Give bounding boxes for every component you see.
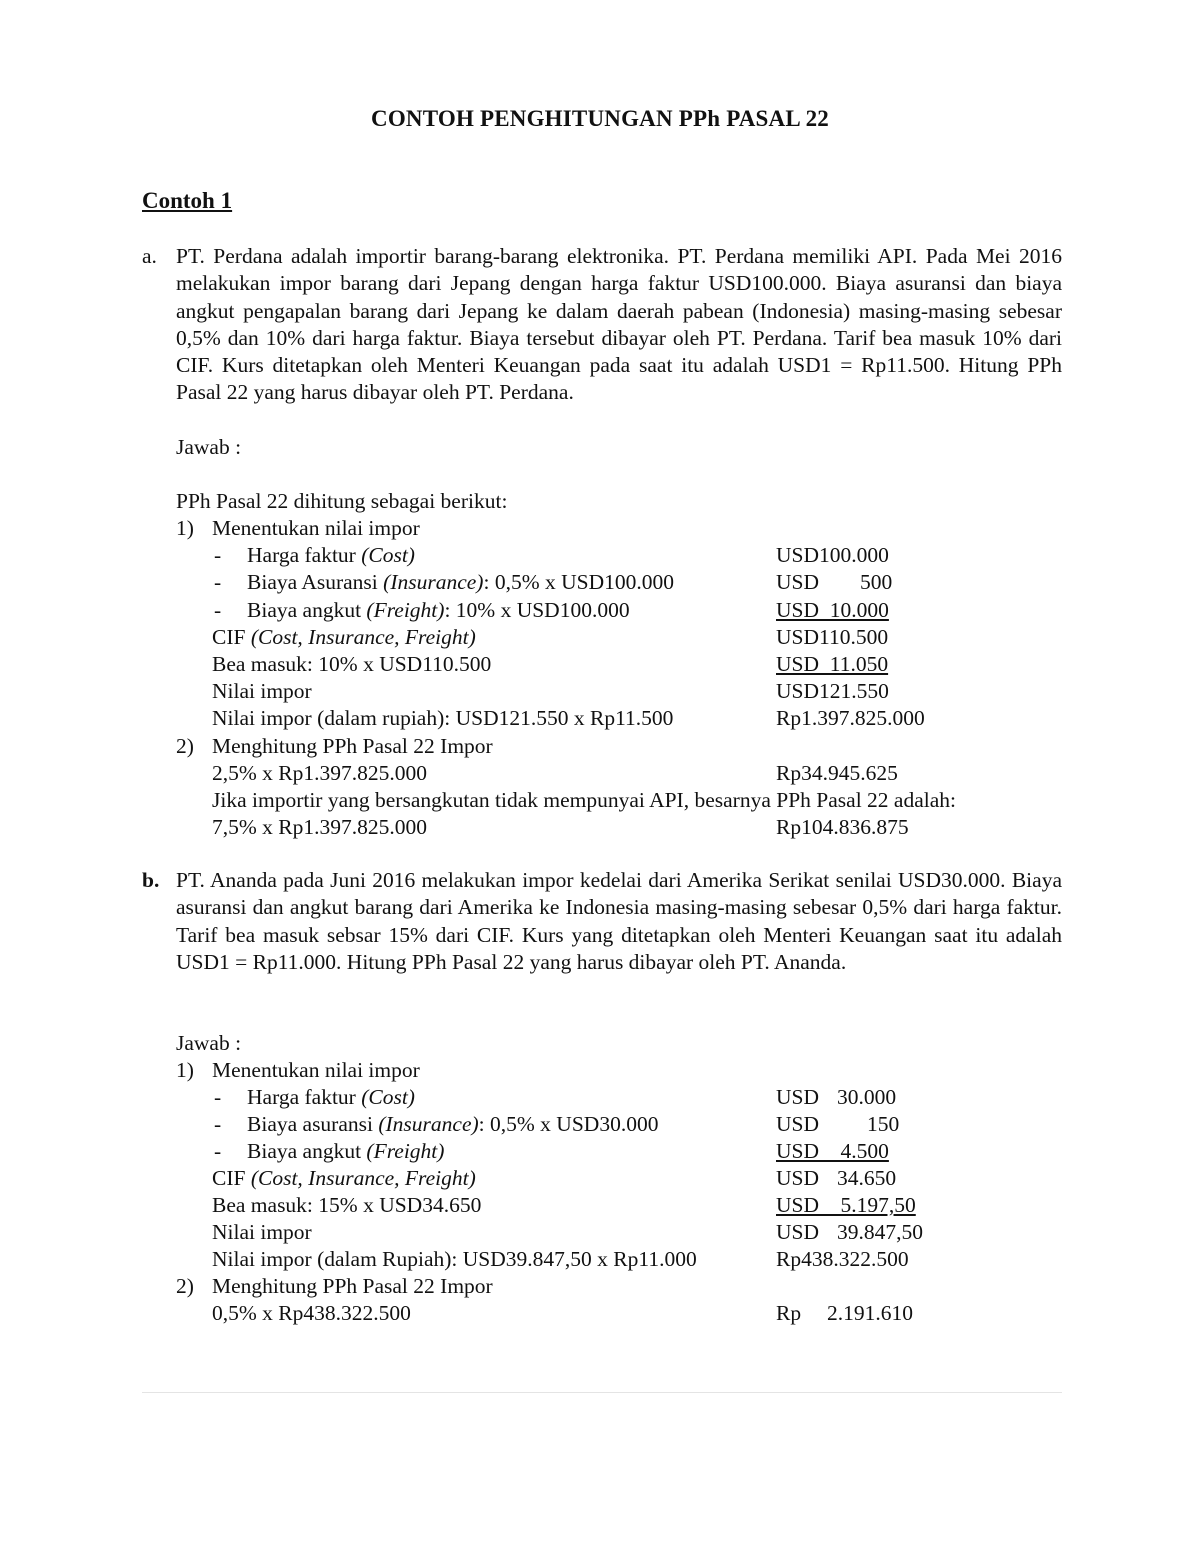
calc1-a-label: 2,5% x Rp1.397.825.000 <box>212 761 427 785</box>
calc1-a-value: Rp34.945.625 <box>776 761 898 785</box>
calc1-b-label: 0,5% x Rp438.322.500 <box>212 1301 411 1325</box>
calc1-b-amount: 2.191.610 <box>827 1301 913 1325</box>
nilai-impor-b-label: Nilai impor <box>212 1220 312 1244</box>
nilai-rupiah-a-label: Nilai impor (dalam rupiah): USD121.550 x Rp11.500 <box>212 706 674 730</box>
section-heading: Contoh 1 <box>142 188 233 213</box>
problem-b-text: PT. Ananda pada Juni 2016 melakukan impor kedelai dari Amerika Serikat senilai USD30.000. Biaya asuransi dan angkut barang dari Amerika ke Indonesia masing-masing sebesar 0,5% dari harga faktur. Tarif bea masuk sebsar 15% dari CIF. Kurs yang ditetapkan oleh Menteri Keuangan saat itu adalah USD1 = Rp11.000. Hitung PPh Pasal 22 yang harus dibayar oleh PT. Ananda. <box>176 868 1062 974</box>
angkut-a-value: USD 10.000 <box>776 598 889 622</box>
step2-b-number: 2) <box>176 1274 194 1298</box>
nilai-rupiah-b-label: Nilai impor (dalam Rupiah): USD39.847,50 x Rp11.000 <box>212 1247 697 1271</box>
page-title: CONTOH PENGHITUNGAN PPh PASAL 22 <box>371 106 829 131</box>
angkut-a-label: Biaya angkut (Freight): 10% x USD100.000 <box>247 598 630 622</box>
cif-a-label: CIF (Cost, Insurance, Freight) <box>212 625 476 649</box>
harga-faktur-a-value: USD100.000 <box>776 543 889 567</box>
harga-faktur-b-currency: USD <box>776 1085 820 1109</box>
angkut-b-value: USD 4.500 <box>776 1139 889 1163</box>
bea-masuk-b-label: Bea masuk: 15% x USD34.650 <box>212 1193 482 1217</box>
step1-b-number: 1) <box>176 1058 194 1082</box>
bea-masuk-b-value: USD 5.197,50 <box>776 1193 916 1217</box>
cif-a-value: USD110.500 <box>776 625 889 649</box>
step1-b-label: Menentukan nilai impor <box>212 1058 420 1082</box>
problem-a-marker: a. <box>142 244 157 268</box>
asuransi-a-label: Biaya Asuransi (Insurance): 0,5% x USD100.000 <box>247 570 674 594</box>
step2-a-label: Menghitung PPh Pasal 22 Impor <box>212 734 493 758</box>
intro-a: PPh Pasal 22 dihitung sebagai berikut: <box>176 489 508 513</box>
asuransi-b-currency: USD <box>776 1112 820 1136</box>
cif-b-currency: USD <box>776 1166 820 1190</box>
asuransi-b-amount: 150 <box>867 1112 900 1136</box>
nilai-rupiah-b-value: Rp438.322.500 <box>776 1247 909 1271</box>
harga-faktur-a-label: Harga faktur (Cost) <box>247 543 415 567</box>
dash: - <box>214 1085 222 1109</box>
step1-a-number: 1) <box>176 516 194 540</box>
step2-b-label: Menghitung PPh Pasal 22 Impor <box>212 1274 493 1298</box>
calc2-a-value: Rp104.836.875 <box>776 815 909 839</box>
cif-b-amount: 34.650 <box>837 1166 897 1190</box>
angkut-b-label: Biaya angkut (Freight) <box>247 1139 445 1163</box>
asuransi-a-amount: 500 <box>860 570 893 594</box>
problem-a <box>142 243 1062 407</box>
cif-b-label: CIF (Cost, Insurance, Freight) <box>212 1166 476 1190</box>
step2-a-number: 2) <box>176 734 194 758</box>
harga-faktur-b-amount: 30.000 <box>837 1085 897 1109</box>
calc1-b-currency: Rp <box>776 1301 802 1325</box>
nilai-impor-b-currency: USD <box>776 1220 820 1244</box>
bea-masuk-a-label: Bea masuk: 10% x USD110.500 <box>212 652 492 676</box>
note-a: Jika importir yang bersangkutan tidak mempunyai API, besarnya PPh Pasal 22 adalah: <box>212 788 956 812</box>
asuransi-a-currency: USD <box>776 570 820 594</box>
jawab-b: Jawab : <box>176 1031 242 1055</box>
problem-b <box>142 867 1062 976</box>
dash: - <box>214 1139 222 1163</box>
nilai-impor-a-label: Nilai impor <box>212 679 312 703</box>
nilai-rupiah-a-value: Rp1.397.825.000 <box>776 706 925 730</box>
nilai-impor-b-amount: 39.847,50 <box>837 1220 923 1244</box>
harga-faktur-b-label: Harga faktur (Cost) <box>247 1085 415 1109</box>
calc2-a-label: 7,5% x Rp1.397.825.000 <box>212 815 427 839</box>
nilai-impor-a-value: USD121.550 <box>776 679 889 703</box>
dash: - <box>214 1112 222 1136</box>
problem-a-text: PT. Perdana adalah importir barang-barang elektronika. PT. Perdana memiliki API. Pada Mei 2016 melakukan impor barang dari Jepang dengan harga faktur USD100.000. Biaya asuransi dan biaya angkut pengapalan barang dari Jepang ke dalam daerah pabean (Indonesia) masing-masing sebesar 0,5% dan 10% dari harga faktur. Biaya tersebut dibayar oleh PT. Perdana. Tarif bea masuk 10% dari CIF. Kurs ditetapkan oleh Menteri Keuangan pada saat itu adalah USD1 = Rp11.500. Hitung PPh Pasal 22 yang harus dibayar oleh PT. Perdana. <box>176 244 1062 405</box>
problem-b-marker: b. <box>142 868 160 892</box>
asuransi-b-label: Biaya asuransi (Insurance): 0,5% x USD30.000 <box>247 1112 659 1136</box>
bea-masuk-a-value: USD 11.050 <box>776 652 889 676</box>
step1-a-label: Menentukan nilai impor <box>212 516 420 540</box>
dash: - <box>214 598 222 622</box>
dash: - <box>214 543 222 567</box>
page-footer-divider <box>142 1392 1062 1393</box>
jawab-a: Jawab : <box>176 435 242 459</box>
dash: - <box>214 570 222 594</box>
